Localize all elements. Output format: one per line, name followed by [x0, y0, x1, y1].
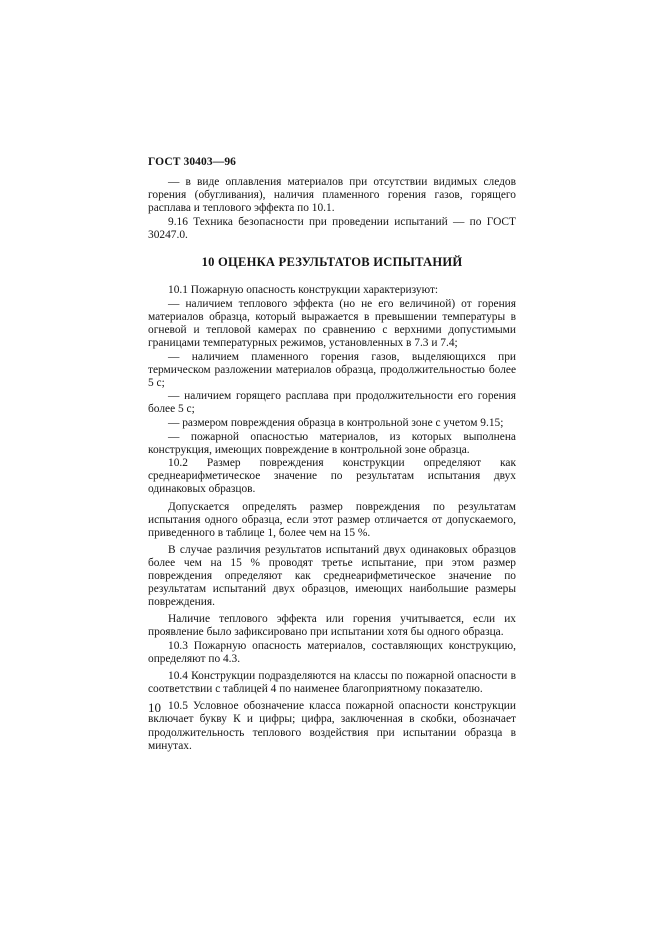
list-item-burning-melt: — наличием горящего расплава при продолжительности его горения более 5 с;: [148, 390, 516, 416]
clause-10-2: 10.2 Размер повреждения конструкции определяют как среднеарифметическое значение по результатам испытания двух одинаковых образцов.: [148, 457, 516, 496]
clause-10-1-intro: 10.1 Пожарную опасность конструкции характеризуют:: [168, 284, 439, 297]
page-number: 10: [148, 700, 161, 715]
clause-10-2-third-test: В случае различия результатов испытаний двух одинаковых образцов более чем на 15 % проводят третье испытание, при этом размер повреждения определяют как среднеарифметическое значение по результатам испытаний двух образцов, имеющих наибольшие размеры повреждения.: [148, 543, 516, 609]
clause-10-5: 10.5 Условное обозначение класса пожарной опасности конструкции включает букву К и цифры; цифра, заключенная в скобки, обозначает продолжительность теплового воздействия при испытании образца в минутах.: [148, 700, 516, 752]
clause-10-3: 10.3 Пожарную опасность материалов, составляющих конструкцию, определяют по 4.3.: [148, 640, 516, 666]
list-item-damage-size: — размером повреждения образца в контрольной зоне с учетом 9.15;: [168, 417, 504, 429]
clause-10-4: 10.4 Конструкции подразделяются на классы по пожарной опасности в соответствии с таблицей 4 по наименее благоприятному показателю.: [148, 670, 516, 696]
clause-10-2-thermal-accounting: Наличие теплового эффекта или горения учитывается, если их проявление было зафиксировано при испытании хотя бы одного образца.: [148, 613, 516, 639]
list-item-flame-combustion: — наличием пламенного горения газов, выделяющихся при термическом разложении материалов образца, продолжительностью более 5 с;: [148, 350, 516, 389]
page-body: [148, 176, 516, 753]
list-item-material-hazard: — пожарной опасностью материалов, из которых выполнена конструкция, имеющих повреждение в контрольной зоне образца.: [148, 430, 516, 456]
continuation-paragraph: — в виде оплавления материалов при отсутствии видимых следов горения (обугливания), наличия пламенного горения газов, горящего расплава и теплового эффекта по 10.1.: [148, 176, 516, 215]
section-title: 10 ОЦЕНКА РЕЗУЛЬТАТОВ ИСПЫТАНИЙ: [201, 254, 463, 269]
document-code-header: ГОСТ 30403—96: [148, 156, 237, 168]
clause-10-2-single-sample: Допускается определять размер повреждения по результатам испытания одного образца, если этот размер отличается от допускаемого, приведенного в таблице 1, более чем на 15 %.: [148, 500, 516, 539]
list-item-thermal-effect: — наличием теплового эффекта (но не его величиной) от горения материалов образца, который выражается в превышении температуры в огневой и тепловой камерах по сравнению с верхними допустимыми границами температурных режимов, установленных в 7.3 и 7.4;: [148, 297, 516, 349]
safety-clause-paragraph: 9.16 Техника безопасности при проведении испытаний — по ГОСТ 30247.0.: [148, 215, 516, 241]
